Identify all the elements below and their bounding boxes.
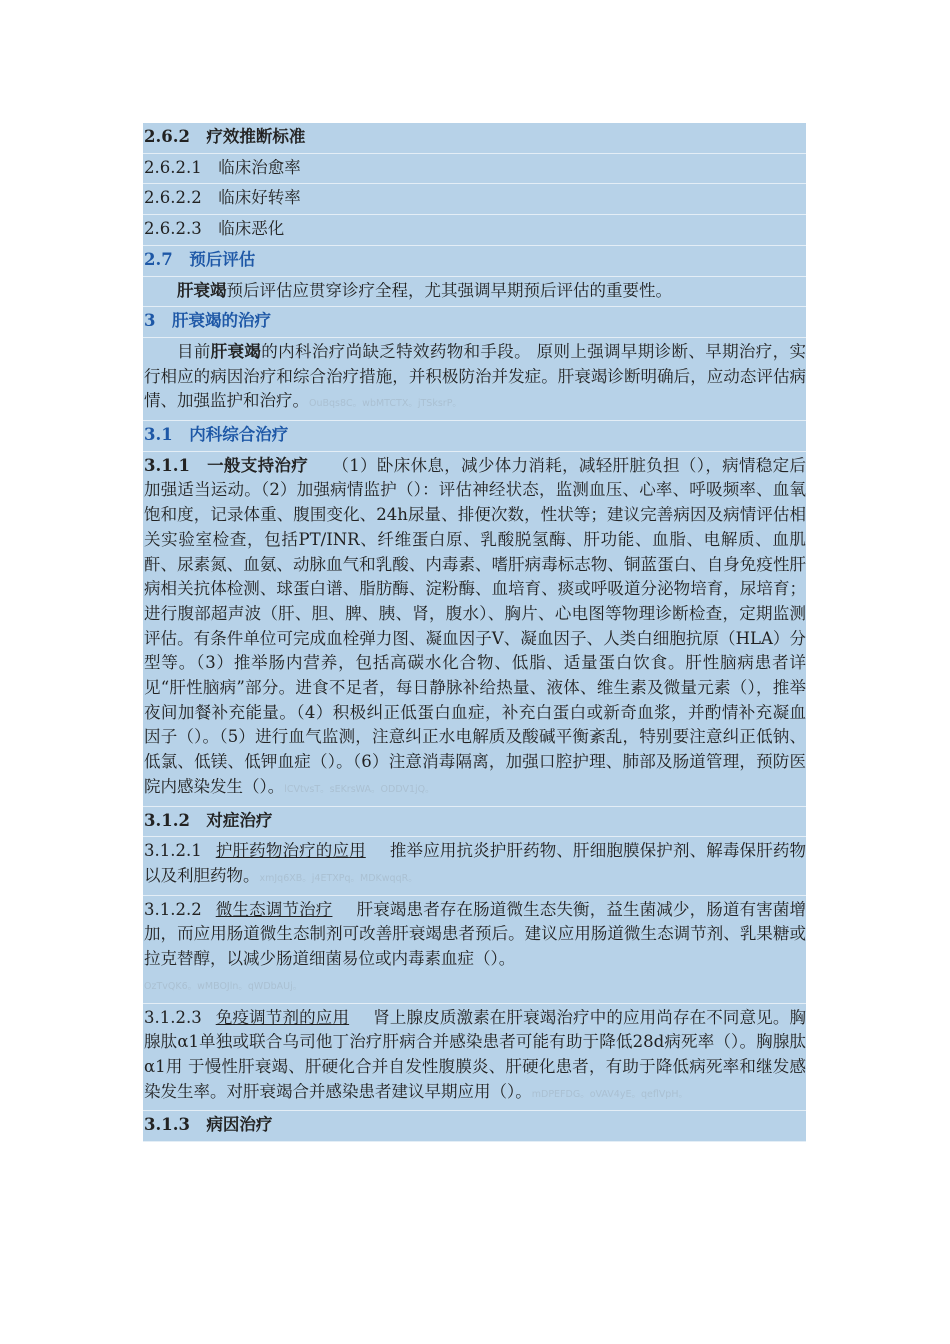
section-title: 护肝药物治疗的应用 xyxy=(215,841,366,861)
heading-3-1-2: 3.1.2 对症治疗 xyxy=(143,807,806,838)
heading-3-1: 3.1 内科综合治疗 xyxy=(143,421,806,452)
heading-3-1-1: 3.1.1 一般支持治疗 xyxy=(144,455,309,475)
watermark-code: xmJq6XB。j4ETXPq。MDKwqqR。 xyxy=(259,872,418,884)
heading-2-6-2: 2.6.2 疗效推断标准 xyxy=(143,123,806,154)
paragraph-3-1-2-1 xyxy=(143,837,806,895)
paragraph-3-1-1 xyxy=(143,452,806,807)
watermark-code: lCVtvsT。sEKrsWA。ODDV1jQ。 xyxy=(284,783,435,795)
heading-3: 3 肝衰竭的治疗 xyxy=(143,307,806,338)
term-bold: 肝衰竭 xyxy=(210,341,262,361)
heading-2-7: 2.7 预后评估 xyxy=(143,246,806,277)
heading-2-6-2-2: 2.6.2.2 临床好转率 xyxy=(143,184,806,215)
document-body xyxy=(143,123,806,1142)
section-number: 3.1.2.2 xyxy=(144,899,202,919)
watermark-code: OzTvQK6。wMBOJln。qWDbAUj。 xyxy=(144,980,303,992)
paragraph-treatment-intro xyxy=(143,338,806,421)
paragraph-3-1-2-2 xyxy=(143,896,806,1004)
paragraph-prognosis xyxy=(143,277,806,308)
paragraph-text: 肾上腺皮质激素在肝衰竭治疗中的应用尚存在不同意见。胸腺肽α1单独或联合乌司他丁治疗肝病合并感染患者可能有助于降低28d病死率（）。胸腺肽α1用 于慢性肝衰竭、肝硬化合并自发性腹膜炎、肝硬化患者，有助于降低病死率和继发感染发生率。对肝衰竭合并感染患者建议早期应用（）。 xyxy=(144,1007,807,1101)
heading-2-6-2-1: 2.6.2.1 临床治愈率 xyxy=(143,154,806,185)
term-bold: 肝衰竭 xyxy=(177,280,227,300)
section-title: 免疫调节剂的应用 xyxy=(215,1007,350,1027)
section-number: 3.1.2.3 xyxy=(144,1007,202,1027)
paragraph-text-pre: 目前 xyxy=(177,341,211,361)
paragraph-3-1-2-3 xyxy=(143,1004,806,1112)
watermark-code: OuBqs8C。wbMTCTX。jTSksrP。 xyxy=(309,398,462,410)
paragraph-text: （1）卧床休息，减少体力消耗，减轻肝脏负担（），病情稳定后加强适当运动。（2）加强病情监护（）：评估神经状态，监测血压、心率、呼吸频率、血氧饱和度，记录体重、腹围变化、24h尿量、排便次数，性状等；建议完善病因及病情评估相关实验室检查，包括PT/INR、纤维蛋白原、乳酸脱氢酶、肝功能、血脂、电解质、血肌酐、尿素氮、血氨、动脉血气和乳酸、内毒素、嗜肝病毒标志物、铜蓝蛋白、自身免疫性肝病相关抗体检测、球蛋白谱、脂肪酶、淀粉酶、血培育、痰或呼吸道分泌物培育，尿培育；进行腹部超声波（肝、胆、脾、胰、肾，腹水）、胸片、心电图等物理诊断检查，定期监测评估。有条件单位可完成血栓弹力图、凝血因子V、凝血因子、人类白细胞抗原（HLA）分型等。（3）推举肠内营养，包括高碳水化合物、低脂、适量蛋白饮食。肝性脑病患者详见“肝性脑病”部分。进食不足者，每日静脉补给热量、液体、维生素及微量元素（），推举夜间加餐补充能量。（4）积极纠正低蛋白血症，补充白蛋白或新奇血浆，并酌情补充凝血因子（）。（5）进行血气监测，注意纠正水电解质及酸碱平衡紊乱，特别要注意纠正低钠、低氯、低镁、低钾血症（）。（6）注意消毒隔离，加强口腔护理、肺部及肠道管理，预防医院内感染发生（）。 xyxy=(144,455,806,796)
heading-2-6-2-3: 2.6.2.3 临床恶化 xyxy=(143,215,806,246)
paragraph-text: 预后评估应贯穿诊疗全程，尤其强调早期预后评估的重要性。 xyxy=(226,280,672,300)
paragraph-text: 推举应用抗炎护肝药物、肝细胞膜保护剂、解毒保肝药物以及利胆药物。 xyxy=(144,841,807,885)
paragraph-text: 肝衰竭患者存在肠道微生态失衡，益生菌减少，肠道有害菌增加，而应用肠道微生态制剂可改善肝衰竭患者预后。建议应用肠道微生态调节剂、乳果糖或拉克替醇，以减少肠道细菌易位或内毒素血症（）。 xyxy=(144,899,807,969)
heading-3-1-3: 3.1.3 病因治疗 xyxy=(143,1111,806,1142)
section-title: 微生态调节治疗 xyxy=(215,899,333,919)
watermark-code: mDPEFDG。oVAV4yE。qeflVpH。 xyxy=(531,1088,688,1100)
section-number: 3.1.2.1 xyxy=(144,841,202,861)
paragraph-text: 的内科治疗尚缺乏特效药物和手段。 原则上强调早期诊断、早期治疗，实行相应的病因治疗和综合治疗措施，并积极防治并发症。肝衰竭诊断明确后，应动态评估病情、加强监护和治疗。 xyxy=(144,341,807,411)
